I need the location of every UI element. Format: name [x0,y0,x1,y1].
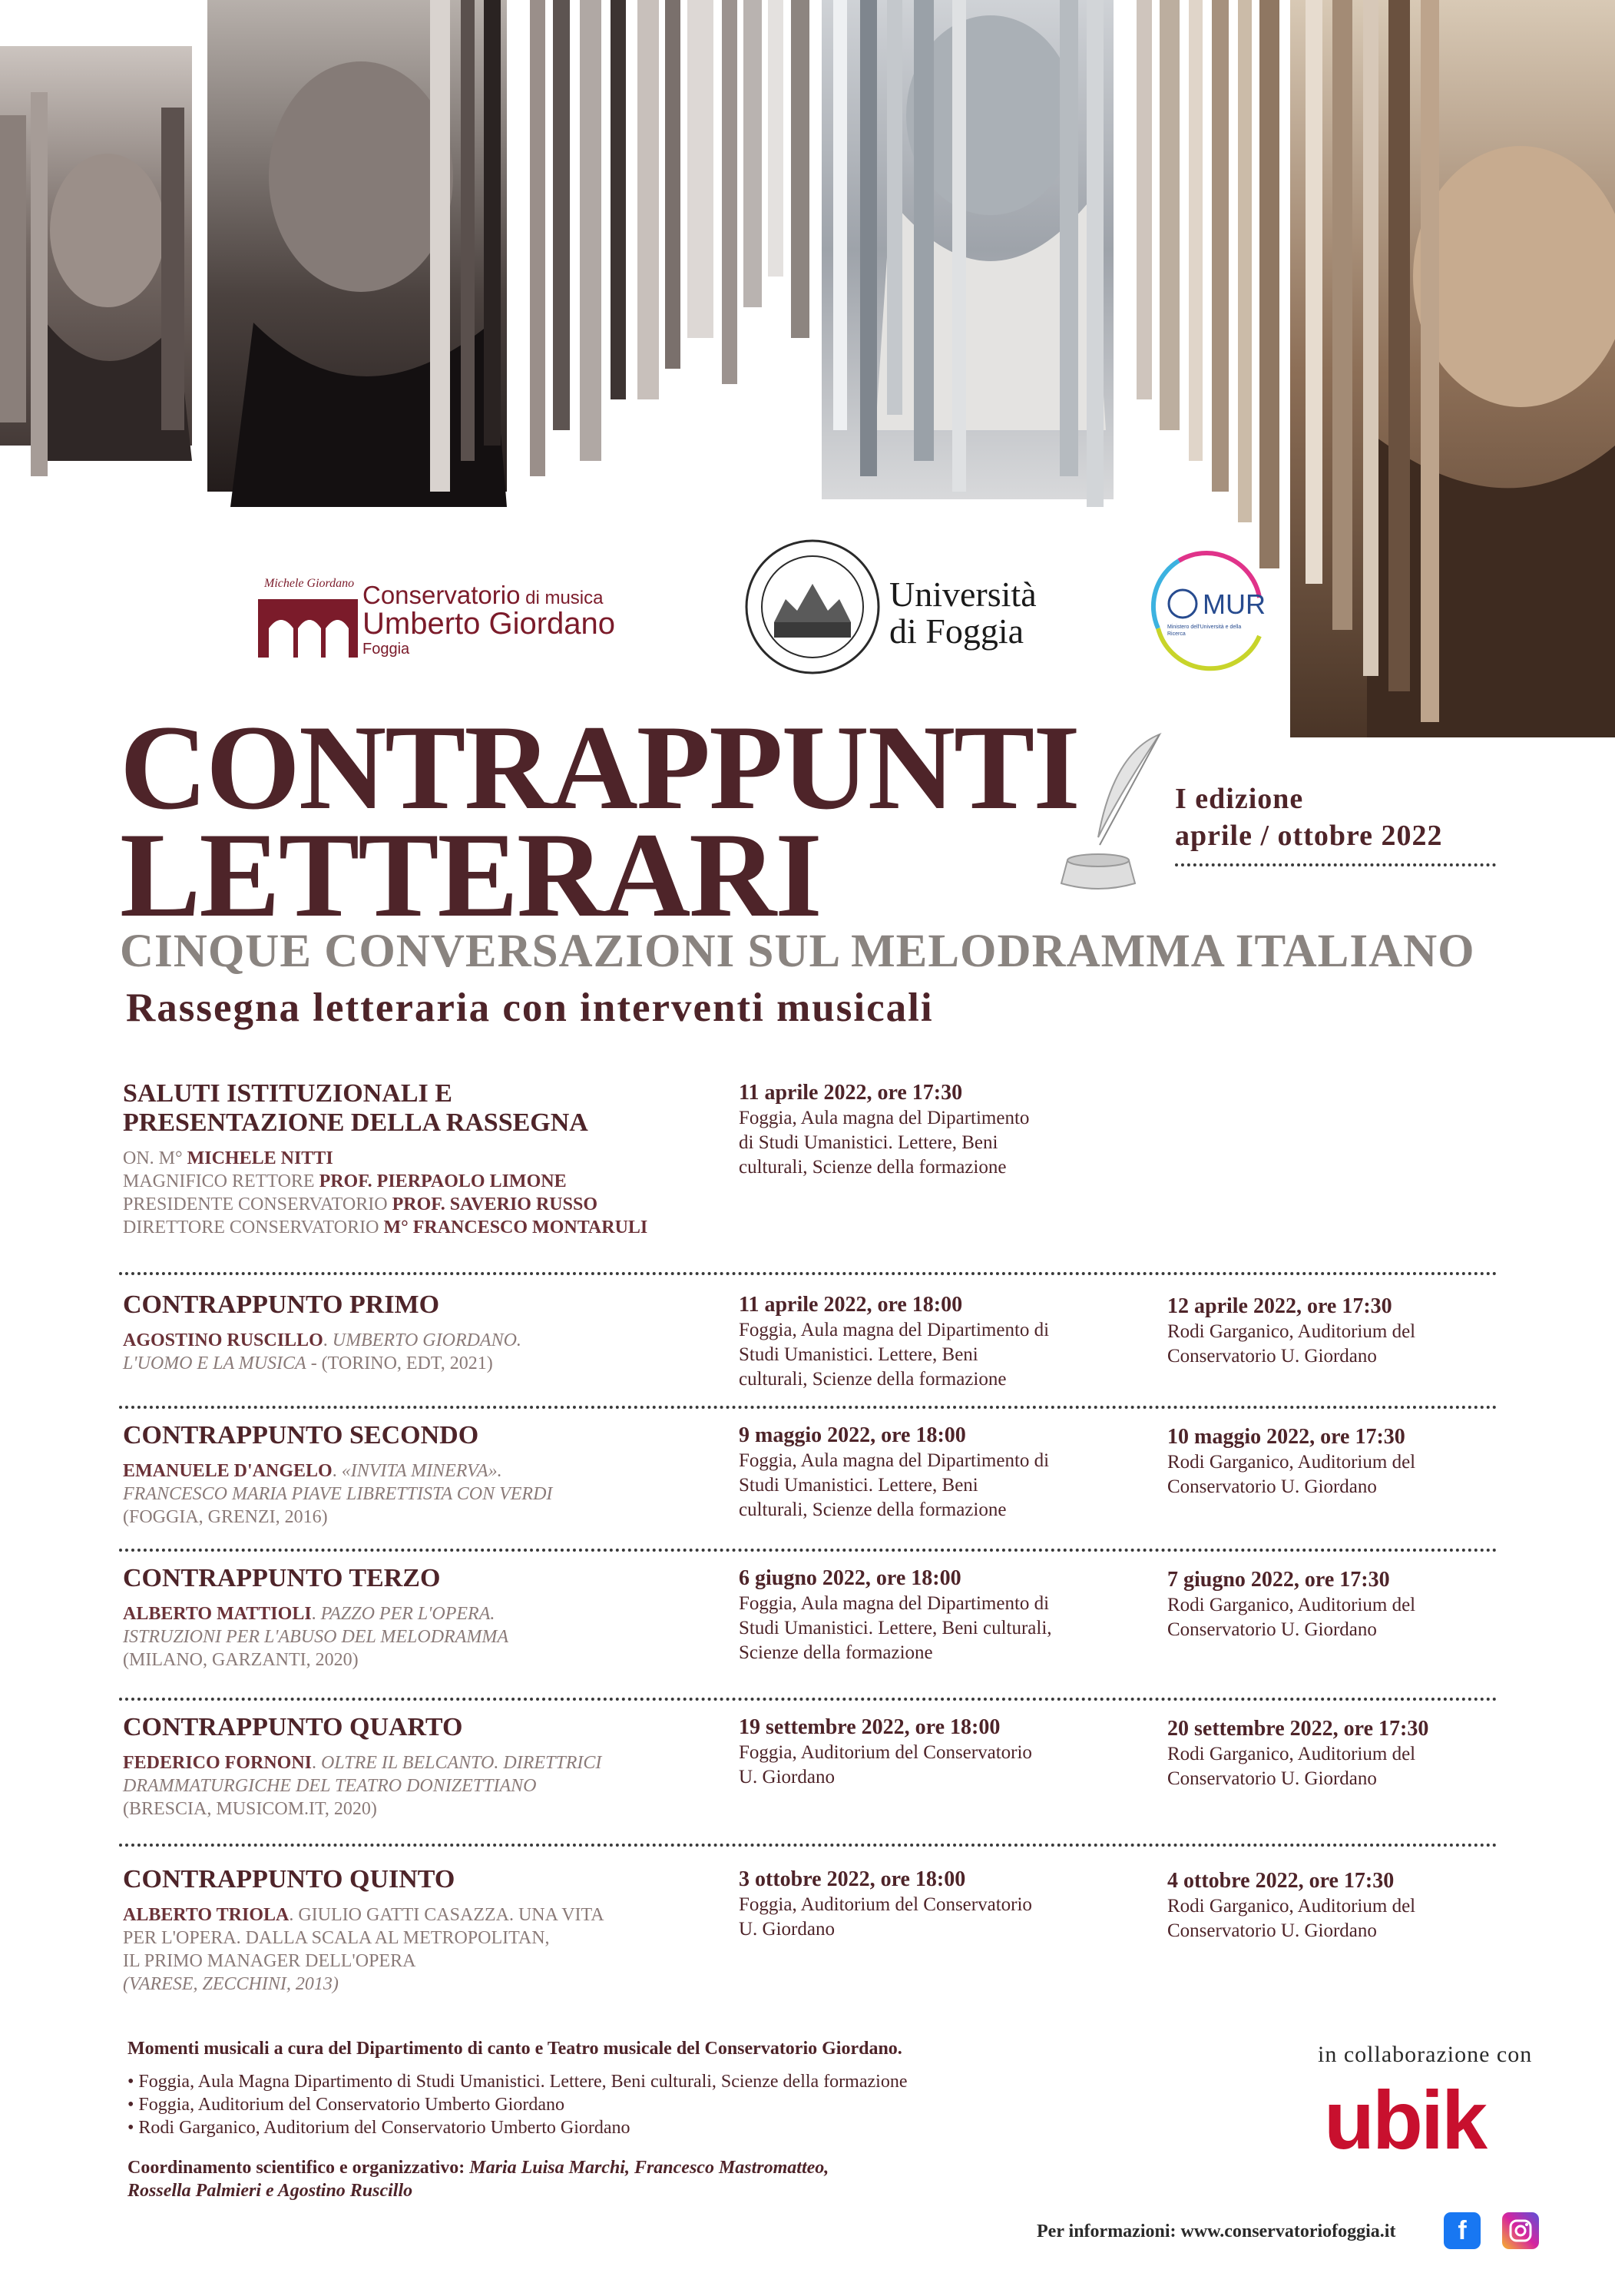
portrait-3 [822,0,1114,507]
event-place: Foggia, Auditorium del Conservatorio [739,1894,1032,1915]
event-info [123,1290,722,1375]
universita-logo-line1: Università [889,575,1037,614]
event-date: 12 aprile 2022, ore 17:30 [1167,1294,1392,1318]
intro-person-3: PRESIDENTE CONSERVATORIO PROF. SAVERIO RUSSO [123,1194,597,1214]
event-place: Conservatorio U. Giordano [1167,1920,1377,1941]
portrait-1 [0,46,192,476]
intro-date-block [739,1080,1138,1180]
conservatorio-emblem-icon [258,558,358,658]
event-book-line: ALBERTO MATTIOLI. PAZZO PER L'OPERA. [123,1604,495,1624]
event-place: Foggia, Auditorium del Conservatorio [739,1742,1032,1763]
event-book-line: PER L'OPERA. DALLA SCALA AL METROPOLITAN, [123,1928,550,1948]
ubik-logo [1324,2074,1524,2166]
row-divider [119,1272,1498,1275]
event-place: Rodi Garganico, Auditorium del [1167,1595,1416,1615]
row-divider [119,1549,1498,1552]
event-title: CONTRAPPUNTO QUARTO [123,1713,463,1741]
intro-title-line2: PRESENTAZIONE DELLA RASSEGNA [123,1108,588,1137]
event-title: CONTRAPPUNTO PRIMO [123,1290,440,1319]
mur-logo [1144,544,1290,674]
event-date: 3 ottobre 2022, ore 18:00 [739,1867,966,1891]
event-place: Conservatorio U. Giordano [1167,1619,1377,1640]
mur-logo-label: MUR [1203,588,1266,620]
event-place: Foggia, Aula magna del Dipartimento di [739,1320,1050,1340]
event-info [123,1865,722,1996]
event-date-foggia [739,1715,1138,1790]
info-url[interactable]: www.conservatoriofoggia.it [1176,2221,1396,2241]
event-book-line: ISTRUZIONI PER L'ABUSO DEL MELODRAMMA [123,1627,508,1647]
instagram-icon[interactable] [1502,2212,1539,2249]
event-date-foggia [739,1565,1138,1665]
coordination-line1: Coordinamento scientifico e organizzativo: Maria Luisa Marchi, Francesco Mastromatteo, [127,2158,829,2178]
portrait-stripes [637,0,809,399]
event-date-rodi [1167,1716,1521,1791]
page-title [120,701,1079,943]
event-book-line: ALBERTO TRIOLA. GIULIO GATTI CASAZZA. UNA VITA [123,1905,604,1925]
event-info [123,1713,722,1821]
intro-person-4: DIRETTORE CONSERVATORIO M° FRANCESCO MONTARULI [123,1218,648,1237]
event-date: 4 ottobre 2022, ore 17:30 [1167,1869,1395,1893]
event-book-line: AGOSTINO RUSCILLO. UMBERTO GIORDANO. [123,1330,521,1350]
title-line1: CONTRAPPUNTI [120,701,1079,835]
conservatorio-logo-line1: Conservatorio [362,581,521,609]
ubik-logo-text: ubik [1324,2073,1486,2166]
event-place: Rodi Garganico, Auditorium del [1167,1321,1416,1342]
edition-line2: aprile / ottobre 2022 [1175,820,1443,852]
facebook-icon[interactable]: f [1444,2212,1481,2249]
universita-logo-line2: di Foggia [889,611,1024,651]
event-book-line: (FOGGIA, GRENZI, 2016) [123,1507,328,1527]
event-title: CONTRAPPUNTO SECONDO [123,1421,479,1449]
event-place: Conservatorio U. Giordano [1167,1346,1377,1367]
conservatorio-logo [258,558,657,658]
portrait-4 [1290,0,1615,737]
conservatorio-logo-line1-small: di musica [520,588,604,608]
title-line2: LETTERARI [120,808,821,943]
event-place: U. Giordano [739,1767,835,1787]
musical-note: Momenti musicali a cura del Dipartimento di canto e Teatro musicale del Conservatorio Giordano. [127,2039,902,2059]
edition-info [1175,780,1498,866]
event-date-foggia [739,1292,1138,1392]
event-date-rodi [1167,1868,1521,1943]
edition-divider [1175,863,1496,866]
info-line [1037,2221,1395,2242]
intro-person-2: MAGNIFICO RETTORE PROF. PIERPAOLO LIMONE [123,1171,567,1191]
event-date-rodi [1167,1294,1521,1369]
event-author: ALBERTO TRIOLA [123,1905,290,1925]
page-subtitle: CINQUE CONVERSAZIONI SUL MELODRAMMA ITALIANO [120,926,1475,977]
coordination-line2: Rossella Palmieri e Agostino Ruscillo [127,2181,413,2201]
conservatorio-logo-line2: Umberto Giordano [362,607,616,641]
footer-left [127,2039,1279,2202]
event-place: Studi Umanistici. Lettere, Beni [739,1475,978,1496]
event-place: Studi Umanistici. Lettere, Beni culturali, [739,1618,1052,1638]
event-date: 9 maggio 2022, ore 18:00 [739,1423,966,1447]
event-place: Conservatorio U. Giordano [1167,1768,1377,1789]
info-label: Per informazioni: [1037,2221,1177,2241]
event-author: AGOSTINO RUSCILLO [123,1330,323,1350]
intro-date: 11 aprile 2022, ore 17:30 [739,1081,963,1105]
event-date: 19 settembre 2022, ore 18:00 [739,1715,1001,1739]
event-place: Scienze della formazione [739,1642,933,1663]
portrait-stripes-right [1137,0,1279,568]
event-place: U. Giordano [739,1919,835,1940]
event-book-line: (MILANO, GARZANTI, 2020) [123,1650,359,1670]
event-date: 11 aprile 2022, ore 18:00 [739,1293,963,1317]
event-book-line: L'UOMO E LA MUSICA - (TORINO, EDT, 2021) [123,1353,493,1373]
event-title: CONTRAPPUNTO TERZO [123,1564,441,1592]
venue-item: • Foggia, Aula Magna Dipartimento di Studi Umanistici. Lettere, Beni culturali, Scienze della formazione [127,2072,908,2092]
venue-item: • Foggia, Auditorium del Conservatorio Umberto Giordano [127,2095,564,2115]
event-book-line: EMANUELE D'ANGELO. «INVITA MINERVA». [123,1461,502,1481]
event-book-line: FRANCESCO MARIA PIAVE LIBRETTISTA CON VERDI [123,1484,553,1504]
quill-inkwell-icon [1052,730,1167,899]
row-divider [119,1698,1498,1701]
event-book-line: (VARESE, ZECCHINI, 2013) [123,1974,339,1994]
event-date-foggia [739,1867,1138,1942]
event-place: Rodi Garganico, Auditorium del [1167,1744,1416,1764]
event-date: 6 giugno 2022, ore 18:00 [739,1566,961,1590]
university-seal-icon [743,538,882,676]
event-place: Conservatorio U. Giordano [1167,1476,1377,1497]
intro-section [123,1079,737,1239]
universita-logo [743,538,1051,676]
venue-item: • Rodi Garganico, Auditorium del Conservatorio Umberto Giordano [127,2118,630,2138]
event-place: culturali, Scienze della formazione [739,1369,1007,1390]
intro-place-1: Foggia, Aula magna del Dipartimento [739,1108,1030,1128]
event-date-rodi [1167,1424,1521,1499]
mur-logo-caption: Ministero dell'Università e della Ricerca [1167,625,1242,637]
event-place: Studi Umanistici. Lettere, Beni [739,1344,978,1365]
collab-label: in collaborazione con [1318,2042,1533,2067]
intro-title-line1: SALUTI ISTITUZIONALI E [123,1079,452,1108]
event-book-line: IL PRIMO MANAGER DELL'OPERA [123,1951,416,1971]
svg-text:Michele Giordano: Michele Giordano [264,577,355,590]
event-author: ALBERTO MATTIOLI [123,1604,312,1624]
event-place: Foggia, Aula magna del Dipartimento di [739,1450,1050,1471]
event-info [123,1421,722,1529]
event-author: EMANUELE D'ANGELO [123,1461,333,1481]
conservatorio-logo-line3: Foggia [362,641,410,658]
event-date: 10 maggio 2022, ore 17:30 [1167,1425,1405,1449]
event-date: 20 settembre 2022, ore 17:30 [1167,1717,1429,1741]
event-title: CONTRAPPUNTO QUINTO [123,1865,455,1893]
event-place: Rodi Garganico, Auditorium del [1167,1452,1416,1473]
event-date-foggia [739,1423,1138,1522]
event-book-line: (BRESCIA, MUSICOM.IT, 2020) [123,1799,377,1819]
event-place: culturali, Scienze della formazione [739,1499,1007,1520]
row-divider [119,1844,1498,1847]
page-tagline: Rassegna letteraria con interventi musicali [126,986,934,1030]
row-divider [119,1406,1498,1409]
event-book-line: DRAMMATURGICHE DEL TEATRO DONIZETTIANO [123,1776,537,1796]
event-author: FEDERICO FORNONI [123,1753,313,1773]
edition-line1: I edizione [1175,783,1304,815]
event-place: Foggia, Aula magna del Dipartimento di [739,1593,1050,1614]
intro-place-2: di Studi Umanistici. Lettere, Beni [739,1132,998,1153]
intro-place-3: culturali, Scienze della formazione [739,1157,1007,1178]
event-date-rodi [1167,1567,1521,1642]
intro-person-1: ON. M° MICHELE NITTI [123,1148,333,1168]
event-book-line: FEDERICO FORNONI. OLTRE IL BELCANTO. DIRETTRICI [123,1753,602,1773]
event-date: 7 giugno 2022, ore 17:30 [1167,1568,1390,1592]
instagram-glyph [1507,2218,1534,2244]
event-place: Rodi Garganico, Auditorium del [1167,1896,1416,1917]
event-info [123,1564,722,1671]
portrait-2 [207,0,626,507]
